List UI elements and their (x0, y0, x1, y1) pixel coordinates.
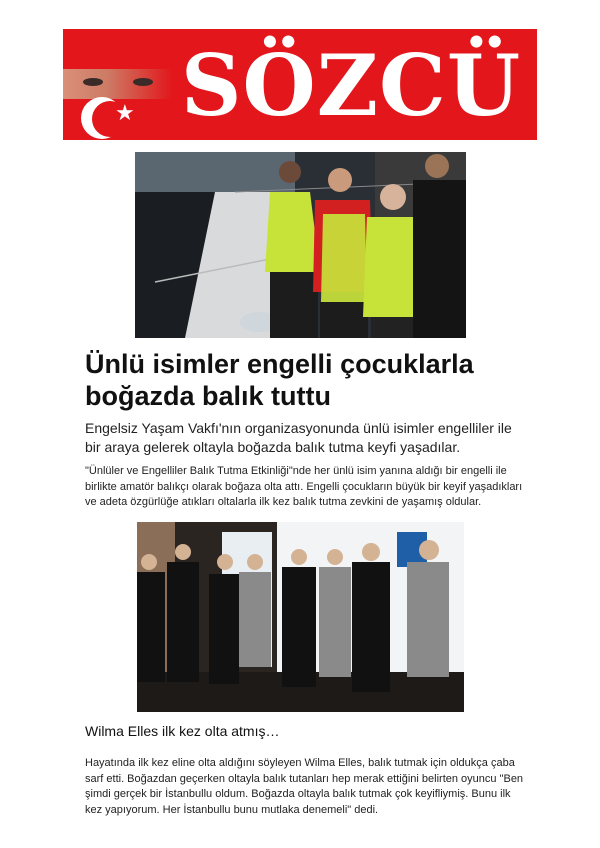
portrait-strip (63, 69, 173, 99)
stage-group-photo (137, 522, 464, 712)
fishing-event-photo (135, 152, 466, 338)
star-icon: ★ (115, 101, 135, 126)
article-lead: Engelsiz Yaşam Vakfı'nın organizasyonunda ünlü isimler engelliler ile bir araya gelerek oltayla boğazda balık tutma keyfi yaşadılar. (85, 420, 512, 455)
article-headline: Ünlü isimler engelli çocuklarla boğazda balık tuttu (85, 349, 474, 411)
article-paragraph-1: "Ünlüler ve Engelliler Balık Tutma Etkinliği"nde her ünlü isim yanına aldığı bir engelli ile birlikte amatör balıkçı olarak boğaza olta attı. Engelli çocukların büyük bir keyif yaşadıkları ve adeta özgürlüğe atıkları oltalarla ilk kez balık tutma zevkini de yaşamış oldular. (85, 465, 523, 508)
article-subheading: Wilma Elles ilk kez olta atmış… (85, 723, 280, 739)
eye-left (83, 78, 103, 86)
article-paragraph-2: Hayatında ilk kez eline olta aldığını söyleyen Wilma Elles, balık tutmak için oldukça çaba sarf etti. Boğazdan geçerken oltayla balık tutanları hep merak ettiğini belirten oyuncu "Ben şimdi gerçek bir İstanbullu oldum. Boğazda oltayla balık tutmak çok keyifliymiş. Bunu ilk kez yapıyorum. Her İstanbullu bunu mutlaka denemeli" dedi. (85, 757, 524, 816)
masthead (63, 29, 537, 140)
eye-right (133, 78, 153, 86)
logo: SÖZCÜ (180, 36, 522, 135)
